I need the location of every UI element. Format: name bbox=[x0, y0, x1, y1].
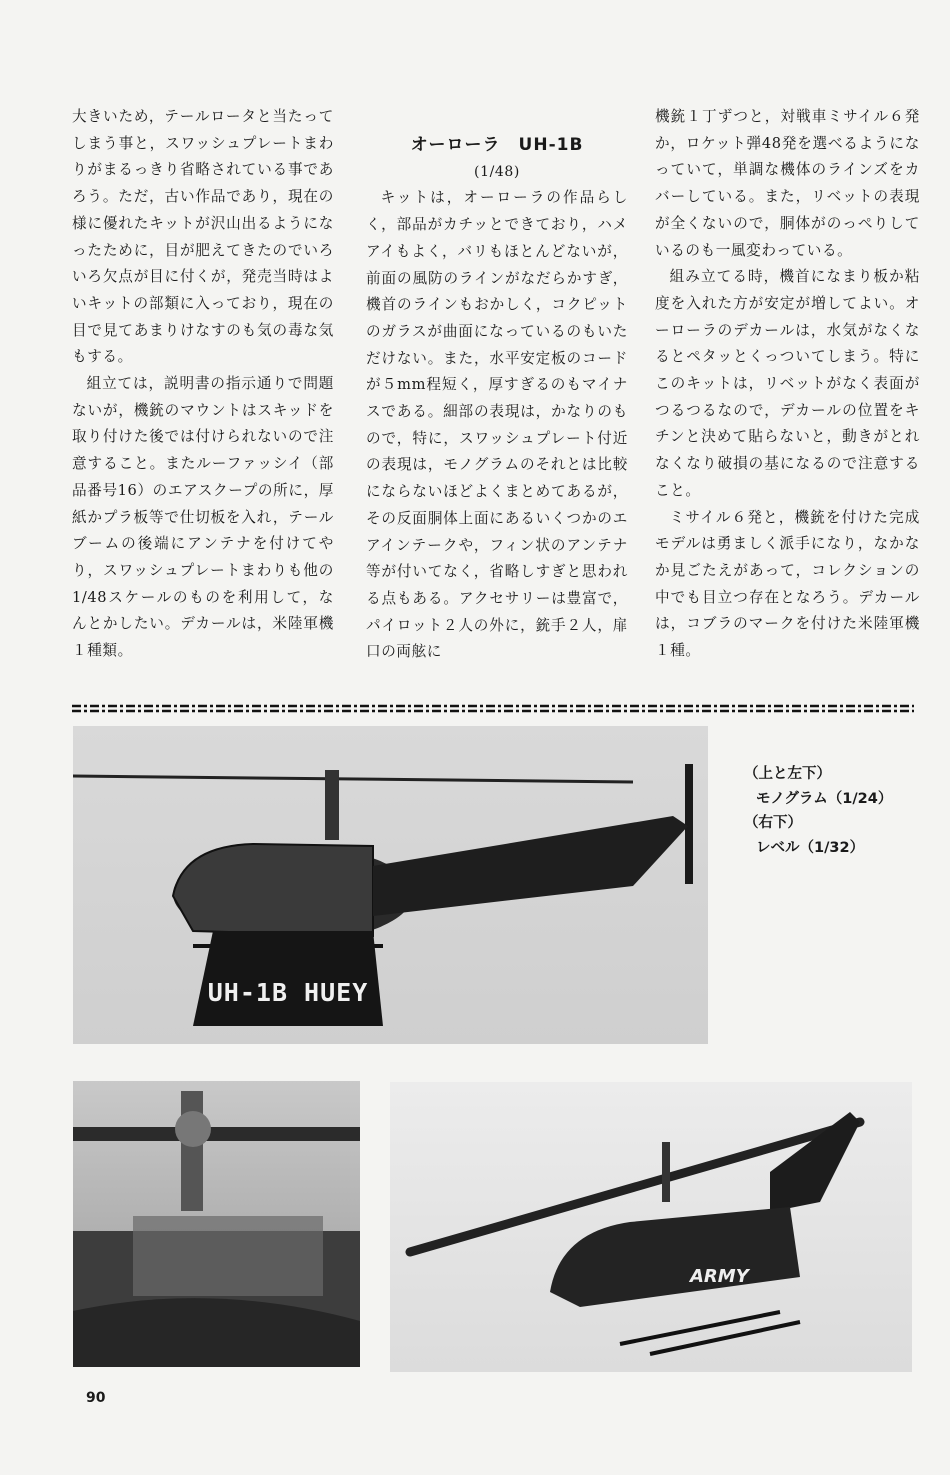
caption-line-1: （上と左下） bbox=[744, 766, 831, 782]
caption-line-3: （右下） bbox=[744, 815, 802, 831]
caption-line-4: レベル（1/32） bbox=[756, 839, 865, 856]
base-label-text: UH-1B HUEY bbox=[207, 978, 369, 1007]
middle-text-column bbox=[366, 132, 628, 666]
left-paragraph-1: 大きいため，テールロータと当たってしまう事と，スワッシュプレートまわりがまるっきり省略されている事であろう。ただ，古い作品であり，現在の様に優れたキットが沢山出るようになったために，目が肥えてきたのでいろいろ欠点が目に付くが，発売当時はよいキットの部類に入っており，現在の目で見てあまりけなすのも気の毒な気もする。 bbox=[72, 108, 334, 366]
photo-caption bbox=[744, 762, 892, 860]
right-paragraph-3: ミサイル６発と，機銃を付けた完成モデルは勇ましく派手になり，なかなか見ごたえがあって，コレクションの中でも目立つ存在となろう。デカールは，コブラのマークを付けた米陸軍機１種。 bbox=[655, 508, 920, 660]
middle-paragraph-1: キットは，オーローラの作品らしく，部品がカチッとできており，ハメアイもよく，バリもほとんどないが，前面の風防のラインがなだらかすぎ，機首のラインもおかしく，コクピットのガラスが曲面になっているのもいただけない。また，水平安定板のコードが５mm程短く，厚すぎるのもマイナスである。細部の表現は，かなりのもので，特に，スワッシュプレート付近の表現は，モノグラムのそれとは比較にならないほどよくまとめてあるが，その反面胴体上面にあるいくつかのエアインテークや，フィン状のアンテナ等が付いてなく，省略しすぎと思われる点もある。アクセサリーは豊富で，パイロット２人の外に，銃手２人，扉口の両舷に bbox=[366, 189, 628, 661]
photo-revell-army-huey bbox=[390, 1082, 912, 1372]
kit-title: オーローラ UH-1B bbox=[410, 135, 584, 155]
right-paragraph-1: 機銃１丁ずつと，対戦車ミサイル６発か，ロケット弾48発を選べるようになっていて，単調な機体のラインズをカバーしている。また，リベットの表現が全くないので，胴体がのっぺりしているのも一風変わっている。 bbox=[655, 108, 920, 259]
army-label-text: ARMY bbox=[690, 1266, 749, 1287]
photo-monogram-rotor-detail bbox=[73, 1081, 360, 1367]
left-text-column bbox=[72, 104, 334, 665]
left-paragraph-2: 組立ては，説明書の指示通りで問題ないが，機銃のマウントはスキッドを取り付けた後では付けられないので注意すること。またルーファッシイ（部品番号16）のエアスクープの所に，厚紙かプラ板等で仕切板を入れ，テールブームの後端にアンテナを付けてやり，スワッシュプレートまわりも他の1/48スケールのものを利用して，なんとかしたい。デカールは，米陸軍機１種類。 bbox=[72, 375, 334, 660]
page-number: 90 bbox=[86, 1390, 106, 1406]
kit-scale: (1/48) bbox=[474, 163, 520, 180]
right-paragraph-2: 組み立てる時，機首になまり板か粘度を入れた方が安定が増してよい。オーローラのデカールは，水気がなくなるとペタッとくっついてしまう。特にこのキットは，リベットがなく表面がつるつるなので，デカールの位置をキチンと決めて貼らないと，動きがとれなくなり破損の基になるので注意すること。 bbox=[655, 268, 920, 499]
right-text-column bbox=[655, 104, 920, 665]
section-divider bbox=[72, 704, 914, 714]
photo-monogram-side-view bbox=[73, 726, 708, 1044]
caption-line-2: モノグラム（1/24） bbox=[756, 790, 893, 807]
